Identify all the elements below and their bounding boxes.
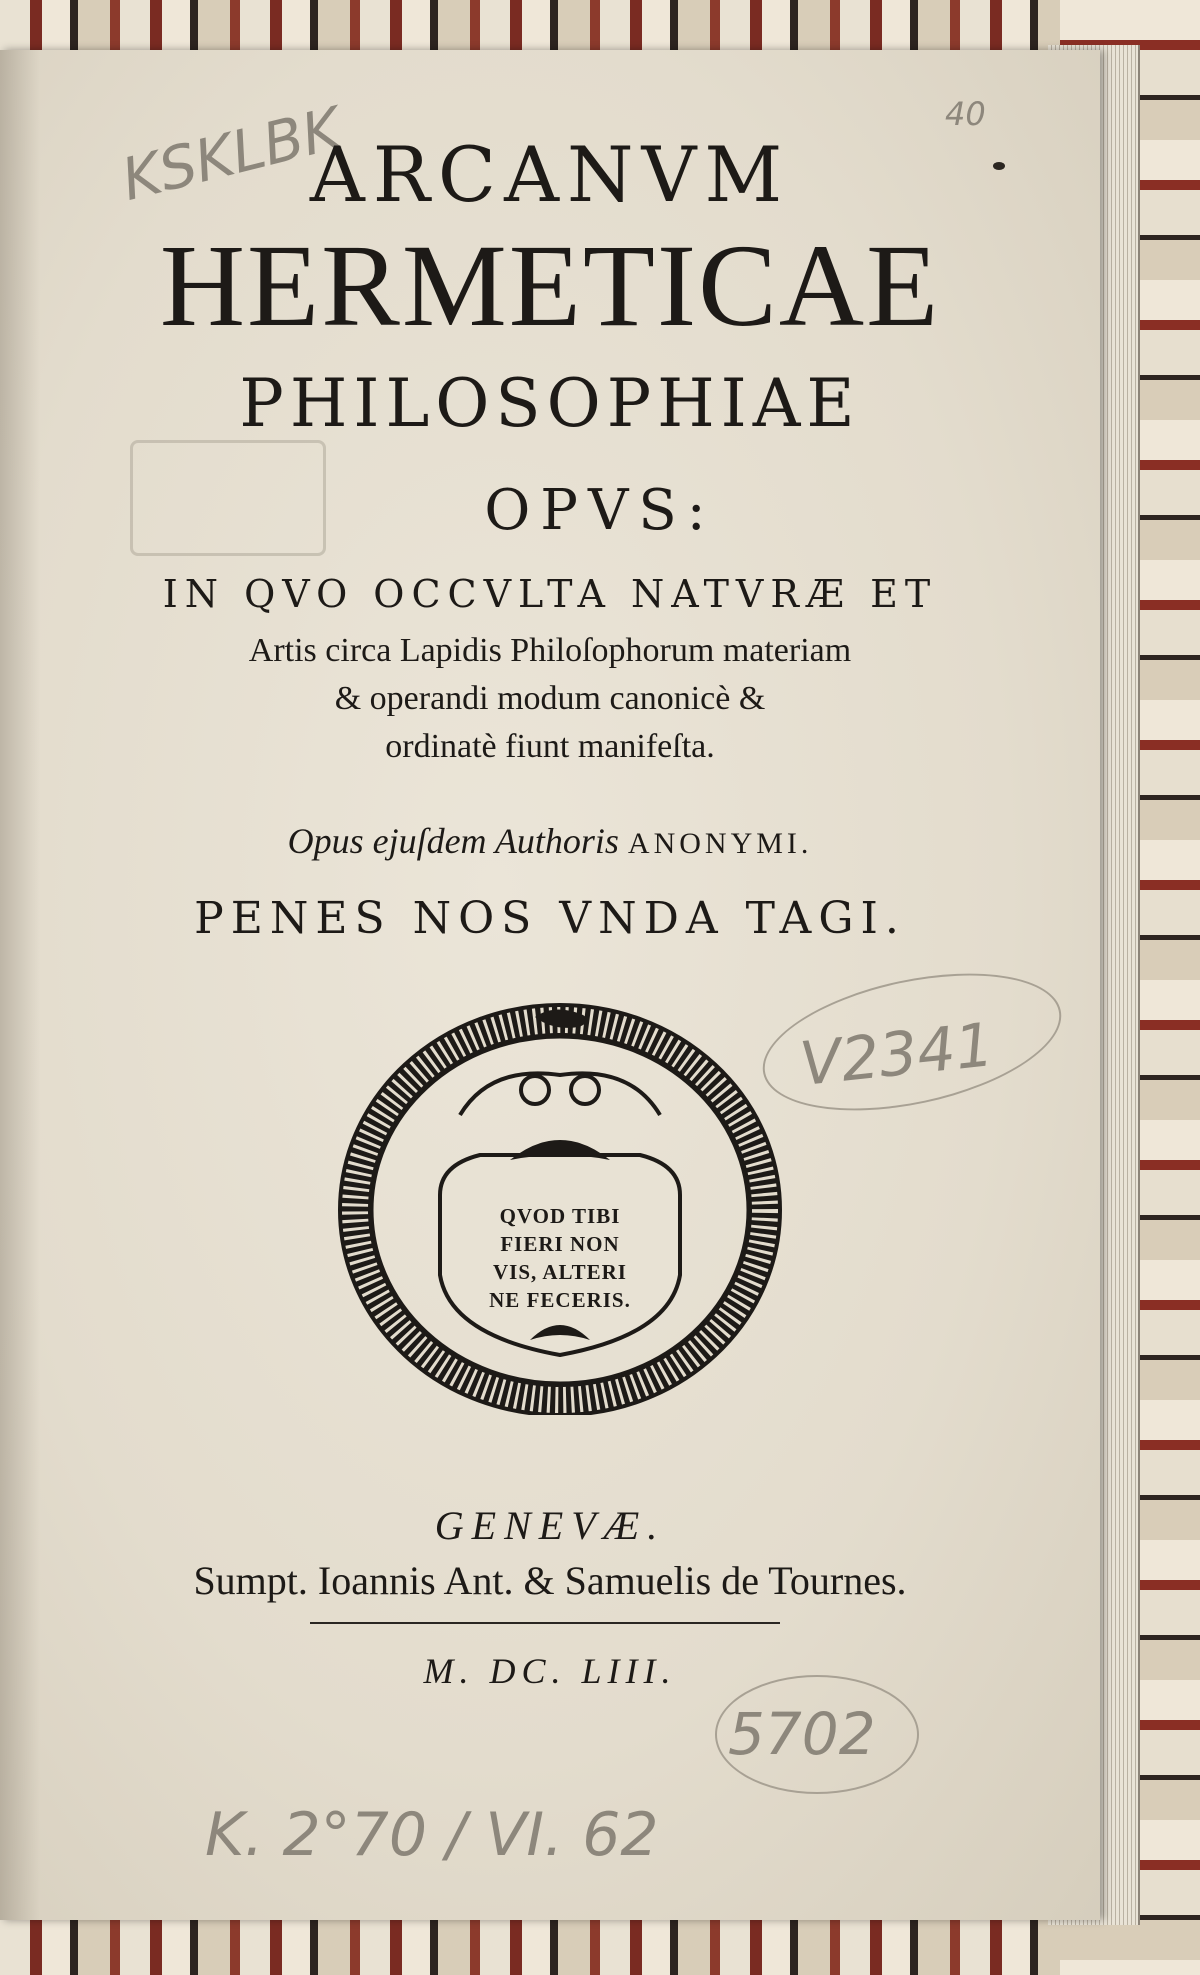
subtitle-line-2: Artis circa Lapidis Philoſophorum materiam bbox=[248, 632, 852, 669]
inscription-line-3: VIS, ALTERI bbox=[493, 1260, 627, 1284]
ribbon-top bbox=[460, 1073, 660, 1115]
inscription-line-4: NE FECERIS. bbox=[489, 1288, 631, 1312]
imprint-rule bbox=[310, 1622, 780, 1624]
author-name: ANONYMI. bbox=[627, 827, 813, 860]
author-line bbox=[0, 820, 1100, 862]
imprint-year: M. DC. LIII. bbox=[423, 1651, 677, 1691]
title-line-4: OPVS: bbox=[484, 478, 716, 543]
subtitle-line-3: & operandi modum canonicè & bbox=[334, 680, 766, 717]
subtitle-line-4: ordinatè fiunt manifeſta. bbox=[385, 728, 715, 765]
title-line-1: ARCANVM bbox=[309, 130, 791, 219]
inscription-line-1: QVOD TIBI bbox=[499, 1204, 621, 1228]
title-line-2: HERMETICAE bbox=[159, 220, 941, 351]
inscription-line-2: FIERI NON bbox=[500, 1232, 620, 1256]
title-line-3: PHILOSOPHIAE bbox=[239, 365, 861, 442]
imprint-publisher: Sumpt. Ioannis Ant. & Samuelis de Tournes. bbox=[193, 1558, 907, 1603]
ouroboros-emblem-icon bbox=[330, 995, 790, 1415]
author-prefix: Opus ejuſdem Authoris bbox=[287, 821, 619, 861]
handwritten-note-top-left: KSKLBK bbox=[115, 94, 348, 214]
ribbon-knot-left bbox=[521, 1076, 549, 1104]
subtitle-line-1: IN QVO OCCVLTA NATVRÆ ET bbox=[162, 572, 938, 616]
imprint-place: GENEVÆ. bbox=[434, 1503, 666, 1548]
ribbon-knot-right bbox=[571, 1076, 599, 1104]
motto: PENES NOS VNDA TAGI. bbox=[194, 893, 906, 944]
handwritten-shelf-mark: 5702 bbox=[728, 1700, 876, 1768]
handwritten-note-top-right: 40 bbox=[945, 95, 986, 133]
handwritten-note-right: V2341 bbox=[796, 1010, 997, 1100]
handwritten-note-bottom: K. 2°70 / VI. 62 bbox=[205, 1800, 659, 1870]
